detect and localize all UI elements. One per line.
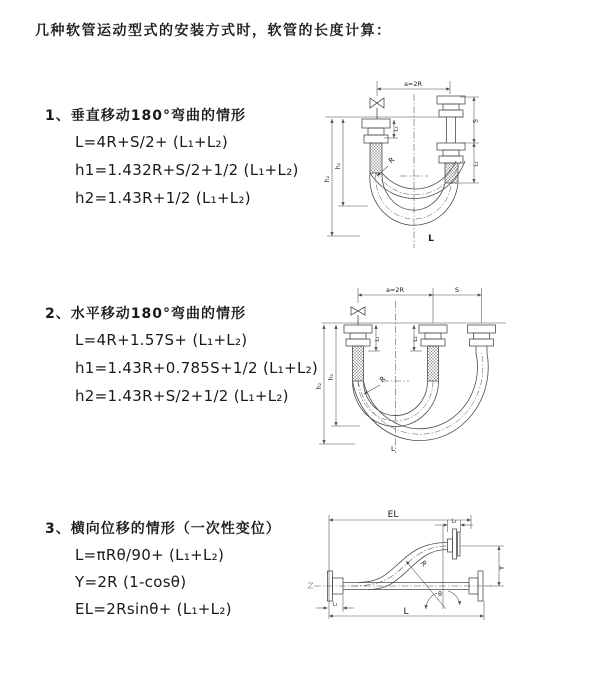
braided-hose-section [353,346,364,381]
dim-label-l1: L₁ [393,126,400,132]
left-pipe-flange [362,119,390,173]
hose-u-bend [370,161,465,225]
dimension-lines [316,515,504,620]
valve-icon [351,307,365,325]
centerline-break-mark [308,583,313,588]
radius-and-angle-construction [406,525,460,609]
braided-hose-section [428,346,439,381]
braided-hose-section [445,163,458,183]
section-2-formula-h1: h1=1.43R+0.785S+1/2 (L₁+L₂) [75,359,319,377]
section-3-formula-EL: EL=2Rsinθ+ (L₁+L₂) [75,600,232,618]
centerlines [314,546,492,586]
page-title: 几种软管运动型式的安装方式时，软管的长度计算： [35,23,392,39]
dim-label-s: S [471,118,480,124]
section-2-formula-L: L=4R+1.57S+ (L₁+L₂) [75,331,248,349]
left-pipe-flange [344,325,372,381]
dim-label-h1: h₁ [328,373,335,381]
dim-label-h1: h₁ [335,162,342,170]
radius-label: R [418,559,429,569]
section-2-formula-h2: h2=1.43R+S/2+1/2 (L₁+L₂) [75,387,289,405]
right-pipe-flange [468,325,496,353]
upper-flange [448,529,461,559]
hose-u-bend [353,353,489,441]
dim-label-a2r: a=2R [403,80,423,88]
dim-label-s: S [454,286,460,294]
section-1-formula-h2: h2=1.43R+1/2 (L₁+L₂) [75,189,251,207]
dim-label-l1: L₁ [375,336,381,342]
dim-label-a2r: a=2R [385,286,405,294]
section-3-formula-Y: Y=2R (1-cosθ) [75,573,187,591]
middle-pipe-flange [419,325,447,381]
dim-label-l1: L₁ [332,601,338,608]
length-label: L [428,234,434,244]
centerlines [382,301,409,453]
dim-label-el: EL [387,510,399,520]
dim-label-l2: L₂ [473,161,480,167]
valve-icon [370,98,384,119]
section-2-heading: 2、水平移动180°弯曲的情形 [45,306,246,322]
section-3-heading: 3、横向位移的情形（一次性变位） [45,521,281,537]
dim-label-h2: h₂ [316,382,323,390]
section-1-formula-h1: h1=1.432R+S/2+1/2 (L₁+L₂) [75,161,299,179]
dim-label-l2: L₂ [451,518,457,525]
dim-label-h2: h₂ [324,175,331,183]
section-1-formula-L: L=4R+S/2+ (L₁+L₂) [75,133,229,151]
diagram-lateral-displacement [296,501,600,657]
section-1-heading: 1、垂直移动180°弯曲的情形 [45,108,246,124]
dim-label-y: Y [498,565,506,571]
diagram-vertical-180-bend [310,76,525,256]
section-3-formula-L: L=πRθ/90+ (L₁+L₂) [75,546,225,564]
length-label: L [403,607,409,617]
diagram-horizontal-180-bend [310,281,532,463]
radius-label: R [378,374,388,385]
dim-label-l2: L₂ [413,336,419,342]
angle-theta-label: θ [438,591,442,598]
radius-label: R [387,155,397,166]
braided-hose-section [370,143,382,173]
length-label: L [391,445,395,453]
